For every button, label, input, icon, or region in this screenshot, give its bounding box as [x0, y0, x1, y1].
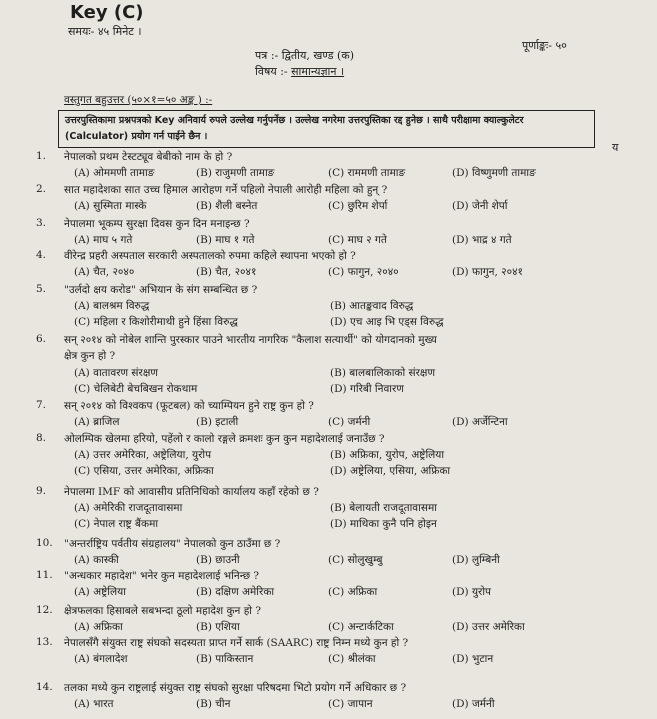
answer-option: (B) माघ १ गते — [196, 234, 255, 246]
answer-option: (C) छुरिम शेर्पा — [328, 200, 388, 212]
answer-option: (A) अष्ट्रेलिया — [74, 586, 126, 598]
answer-option: (D) उत्तर अमेरिका — [452, 621, 525, 633]
answer-option: (A) उत्तर अमेरिका, अष्ट्रेलिया, युरोप — [74, 449, 212, 461]
section-title: वस्तुगत बहुउत्तर (५०×१=५० अङ्क ) :- — [64, 94, 213, 106]
answer-option: (B) अफ्रिका, युरोप, अष्ट्रेलिया — [330, 449, 445, 461]
question-number: 1. — [36, 150, 47, 162]
question-text: नेपालको प्रथम टेस्टट्यूव बेबीको नाम के हो ? — [64, 151, 233, 163]
answer-option: (A) अफ्रिका — [74, 621, 123, 633]
answer-option: (D) अर्जेन्टिना — [452, 416, 508, 428]
answer-option: (D) गरिबी निवारण — [330, 383, 404, 395]
question-number: 9. — [36, 485, 47, 497]
notice-box: उत्तरपुस्तिकामा प्रश्नपत्रको Key अनिवार्य रुपले उल्लेख गर्नुपर्नेछ । उल्लेख नगरेमा उत्तरपुस्तिका रद्द हुनेछ । साथै परीक्षामा क्याल्कुलेटर (Calculator) प्रयोग गर्न पाईने छैन । — [58, 110, 595, 148]
answer-option: (A) अमेरिकी राजदूतावासमा — [74, 502, 183, 514]
question-number: 7. — [36, 399, 47, 411]
answer-option: (C) जापान — [328, 698, 373, 710]
question-text: वीरेन्द्र प्रहरी अस्पताल सरकारी अस्पतालको रुपमा कहिले स्थापना भएको हो ? — [64, 250, 356, 262]
subject-name: सामान्यज्ञान । — [291, 65, 345, 78]
answer-option: (D) अष्ट्रेलिया, एसिया, अफ्रिका — [330, 465, 451, 477]
answer-option: (D) युरोप — [452, 586, 492, 598]
answer-option: (D) भाद्र ४ गते — [452, 234, 512, 246]
answer-option: (B) चीन — [196, 698, 231, 710]
answer-option: (D) जर्मनी — [452, 698, 495, 710]
question-number: 8. — [36, 432, 47, 444]
answer-option: (C) माघ २ गते — [328, 234, 387, 246]
answer-option: (C) फागुन, २०४० — [328, 266, 399, 278]
answer-option: (B) बेलायती राजदूतावासमा — [330, 502, 437, 514]
answer-option: (C) श्रीलंका — [328, 653, 376, 665]
question-number: 6. — [36, 333, 47, 345]
answer-option: (A) सुस्मिता मास्के — [74, 200, 147, 212]
answer-option: (B) दक्षिण अमेरिका — [196, 586, 275, 598]
question-text: सन् २०१४ को नोबेल शान्ति पुरस्कार पाउने भारतीय नागरिक "कैलाश सत्यार्थी" को योगदानको मुख्य — [64, 334, 437, 346]
answer-option: (A) वातावरण संरक्षण — [74, 367, 158, 379]
question-text: "अन्धकार महादेश" भनेर कुन महादेशलाई भनिन्छ ? — [64, 570, 260, 582]
answer-option: (C) सोलुखुम्बु — [328, 554, 383, 566]
answer-option: (B) इटाली — [196, 416, 239, 428]
full-marks: पूर्णाङ्कः- ५० — [522, 39, 567, 52]
answer-option: (C) एसिया, उत्तर अमेरिका, अफ्रिका — [74, 465, 214, 477]
margin-mark: य — [612, 141, 619, 154]
subject-prefix: विषय :- — [255, 65, 292, 78]
paper-label: पत्र :- द्वितीय, खण्ड (क) — [255, 49, 355, 62]
answer-key-label: Key (C) — [70, 2, 144, 23]
answer-option: (B) आतङ्कवाद विरुद्ध — [330, 300, 414, 312]
question-number: 3. — [36, 217, 47, 229]
answer-option: (D) भुटान — [452, 653, 494, 665]
question-number: 4. — [36, 249, 47, 261]
answer-option: (C) चेलिबेटी बेचबिखन रोकथाम — [74, 383, 198, 395]
question-text: "अन्तर्राष्ट्रिय पर्वतीय संग्रहालय" नेपालको कुन ठाउँमा छ ? — [64, 538, 281, 550]
answer-option: (C) नेपाल राष्ट्र बैंकमा — [74, 518, 159, 530]
question-text-cont: क्षेत्र कुन हो ? — [64, 350, 116, 362]
answer-option: (D) लुम्बिनी — [452, 554, 500, 566]
question-number: 11. — [36, 569, 53, 581]
question-text: क्षेत्रफलका हिसाबले सबभन्दा ठूलो महादेश कुन हो ? — [64, 605, 261, 617]
subject-label — [255, 64, 344, 79]
answer-option: (A) माघ ५ गते — [74, 234, 133, 246]
question-text: "उर्लदो क्षय करोड" अभियान के संग सम्बन्धित छ ? — [64, 284, 258, 296]
question-number: 12. — [36, 604, 53, 616]
answer-option: (D) एच आइ भि एड्स विरुद्ध — [330, 316, 444, 328]
answer-option: (B) बालबालिकाको संरक्षण — [330, 367, 436, 379]
answer-option: (A) कास्की — [74, 554, 119, 566]
answer-option: (C) अन्टार्कटिका — [328, 621, 394, 633]
answer-option: (A) बंगलादेश — [74, 653, 128, 665]
answer-option: (A) ओममणी तामाङ — [74, 167, 155, 179]
answer-option: (D) फागुन, २०४१ — [452, 266, 524, 278]
answer-option: (B) एशिया — [196, 621, 240, 633]
question-number: 14. — [36, 681, 53, 693]
answer-option: (A) भारत — [74, 698, 114, 710]
answer-option: (D) माथिका कुनै पनि होइन — [330, 518, 437, 530]
answer-option: (D) जेनी शेर्पा — [452, 200, 508, 212]
question-number: 5. — [36, 283, 47, 295]
question-text: सात महादेशका सात उच्च हिमाल आरोहण गर्ने पहिलो नेपाली आरोही महिला को हुन् ? — [64, 184, 388, 196]
question-number: 13. — [36, 636, 53, 648]
question-text: नेपालमा IMF को आवासीय प्रतिनिधिको कार्यालय कहाँ रहेको छ ? — [64, 486, 319, 498]
question-text: तलका मध्ये कुन राष्ट्रलाई संयुक्त राष्ट्र संघको सुरक्षा परिषदमा भिटो प्रयोग गर्ने अधिकार छ ? — [64, 682, 407, 694]
answer-option: (A) ब्राजिल — [74, 416, 120, 428]
question-text: नेपालसँगै संयुक्त राष्ट्र संघको सदस्यता प्राप्त गर्ने सार्क (SAARC) राष्ट्र निम्न मध्ये कुन हो ? — [64, 637, 409, 649]
question-text: ओलम्पिक खेलमा हरियो, पहेंलो र कालो रङ्गले क्रमशः कुन कुन महादेशलाई जनाउँछ ? — [64, 433, 385, 445]
answer-option: (D) विष्णुमणी तामाङ — [452, 167, 536, 179]
answer-option: (B) छाउनी — [196, 554, 240, 566]
question-text: सन् २०१४ को विश्वकप (फूटबल) को च्याम्पियन हुने राष्ट्र कुन हो ? — [64, 400, 314, 412]
answer-option: (A) बालश्रम विरुद्ध — [74, 300, 150, 312]
answer-option: (C) जर्मनी — [328, 416, 371, 428]
answer-option: (C) महिला र किशोरीमाथी हुने हिंसा विरुद्ध — [74, 316, 238, 328]
answer-option: (B) शैली बस्नेत — [196, 200, 258, 212]
answer-option: (B) चैत, २०४१ — [196, 266, 257, 278]
answer-option: (B) राजुमणी तामाङ — [196, 167, 275, 179]
question-number: 10. — [36, 537, 53, 549]
answer-option: (C) अफ्रिका — [328, 586, 378, 598]
answer-option: (B) पाकिस्तान — [196, 653, 254, 665]
question-number: 2. — [36, 183, 47, 195]
question-text: नेपालमा भूकम्प सुरक्षा दिवस कुन दिन मनाइन्छ ? — [64, 218, 250, 230]
answer-option: (C) राममणी तामाङ — [328, 167, 406, 179]
exam-time: समयः- ४५ मिनेट । — [68, 25, 142, 38]
answer-option: (A) चैत, २०४० — [74, 266, 135, 278]
